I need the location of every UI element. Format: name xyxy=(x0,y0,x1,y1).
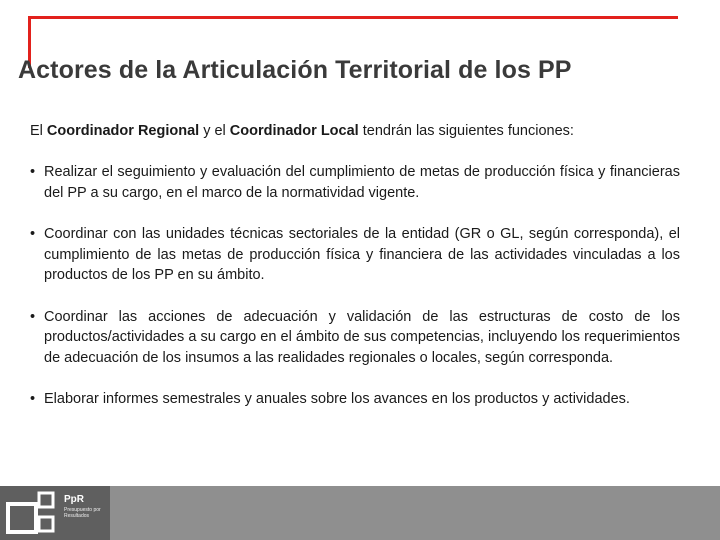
function-item xyxy=(28,307,680,369)
accent-line-horizontal xyxy=(28,16,678,19)
bullet-mark: • xyxy=(30,226,36,242)
intro-paragraph xyxy=(30,121,680,141)
function-text: Coordinar las acciones de adecuación y validación de las estructuras de costo de los productos/actividades a su cargo en el ámbito de sus competencias, incluyendo los requerimientos de adecuación de los insumos a las realidades regionales o locales, según corresponda. xyxy=(44,308,680,366)
function-item xyxy=(28,224,680,286)
role-coordinador-local: Coordinador Local xyxy=(229,123,359,139)
bullet-mark: • xyxy=(30,391,36,407)
bullet-mark: • xyxy=(30,164,36,180)
ppr-logo-mark-icon xyxy=(6,491,60,535)
intro-text-2: y el xyxy=(199,123,230,139)
intro-text-3: tendrán las siguientes funciones: xyxy=(358,123,574,139)
function-item xyxy=(28,162,680,203)
function-list xyxy=(28,162,680,431)
ppr-logo xyxy=(0,486,110,540)
footer-bar xyxy=(0,486,720,540)
function-item xyxy=(28,389,680,410)
logo-name: PpR xyxy=(64,494,84,505)
role-coordinador-regional: Coordinador Regional xyxy=(46,123,200,139)
function-text: Coordinar con las unidades técnicas sectoriales de la entidad (GR o GL, según corresponda), el cumplimiento de las metas de producción física y financiera de las actividades vinculadas a los productos de los PP en su ámbito. xyxy=(44,226,680,283)
slide-title: Actores de la Articulación Territorial de los PP xyxy=(18,56,572,84)
function-text: Elaborar informes semestrales y anuales sobre los avances en los productos y actividades. xyxy=(44,391,630,407)
function-text: Realizar el seguimiento y evaluación del cumplimiento de metas de producción física y financieras del PP a su cargo, en el marco de la normatividad vigente. xyxy=(44,164,680,201)
intro-text-1: El xyxy=(30,123,47,139)
logo-subtitle: Presupuesto por Resultados xyxy=(64,507,101,519)
bullet-mark: • xyxy=(30,308,36,325)
